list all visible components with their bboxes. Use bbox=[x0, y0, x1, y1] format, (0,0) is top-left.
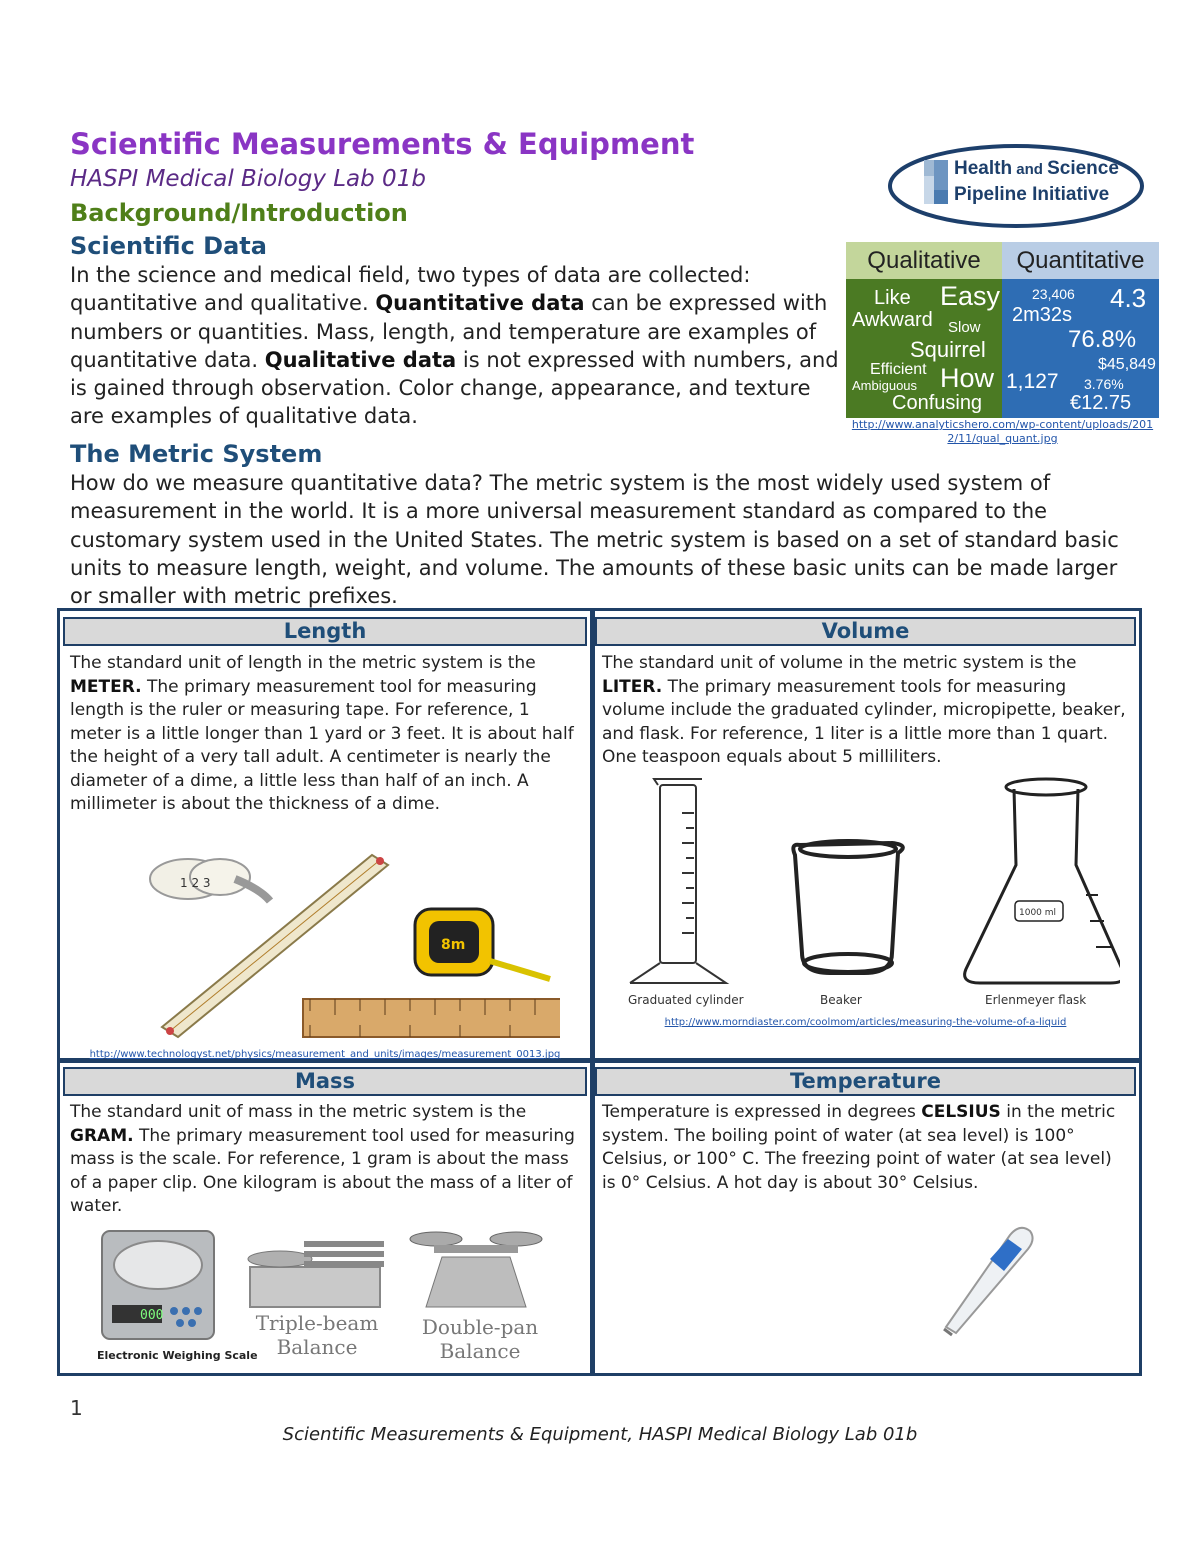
triple-beam-balance-icon bbox=[240, 1233, 390, 1313]
length-source-link[interactable]: http://www.technologyst.net/physics/measurement_and_units/images/measurement_0013.jpg bbox=[89, 1049, 561, 1060]
celsius-term: CELSIUS bbox=[921, 1102, 1001, 1122]
logo-line1a: Health bbox=[954, 158, 1013, 179]
length-text-1: The standard unit of length in the metric system is the bbox=[70, 653, 536, 673]
caption-graduated-cylinder: Graduated cylinder bbox=[628, 993, 744, 1007]
quantitative-term: Quantitative data bbox=[375, 291, 585, 316]
quantitative-values-panel bbox=[1002, 279, 1159, 418]
quant-value: 3.76% bbox=[1084, 376, 1124, 392]
scientific-data-paragraph bbox=[70, 261, 840, 431]
quant-value: 4.3 bbox=[1110, 283, 1147, 313]
metric-system-paragraph: How do we measure quantitative data? The metric system is the most widely used system of measurement in the world. It is a more universal measurement standard as compared to the customary system used in the United States. The metric system is based on a set of standard basic units to measure length, weight, and volume. The amounts of these basic units can be made larger or smaller with metric prefixes. bbox=[70, 471, 1119, 609]
double-pan-line-1: Double-pan bbox=[421, 1315, 539, 1339]
triple-beam-line-2: Balance bbox=[276, 1335, 358, 1359]
double-pan-balance-icon bbox=[406, 1223, 546, 1313]
section-heading: Background/Introduction bbox=[70, 199, 408, 227]
wooden-ruler-icon bbox=[303, 999, 560, 1037]
mass-text-2: The primary measurement tool used for measuring mass is the scale. For reference, 1 gram is about the mass of a paper clip. One kilogram is about the mass of a liter of water. bbox=[70, 1125, 575, 1216]
erlenmeyer-flask-icon bbox=[965, 779, 1120, 983]
qual-quant-source-link[interactable]: http://www.analyticshero.com/wp-content/uploads/2012/11/qual_quant.jpg bbox=[851, 418, 1154, 445]
gram-term: GRAM. bbox=[70, 1125, 134, 1146]
logo-line1b: and bbox=[1012, 161, 1048, 178]
double-pan-line-2: Balance bbox=[439, 1339, 521, 1363]
beaker-icon bbox=[793, 841, 902, 973]
mass-header: Mass bbox=[63, 1067, 587, 1096]
triple-beam-line-1: Triple-beam bbox=[255, 1311, 379, 1335]
svg-text:1 2 3: 1 2 3 bbox=[180, 876, 211, 890]
page-footer: Scientific Measurements & Equipment, HASPI Medical Biology Lab 01b bbox=[282, 1424, 918, 1445]
logo-line2: Pipeline Initiative bbox=[954, 184, 1110, 205]
quant-value: €12.75 bbox=[1070, 392, 1132, 414]
double-pan-label bbox=[410, 1315, 550, 1363]
qualitative-term: Qualitative data bbox=[264, 347, 457, 372]
temperature-text bbox=[602, 1101, 1130, 1195]
length-header: Length bbox=[63, 617, 587, 646]
qual-word: Efficient bbox=[870, 361, 927, 378]
qual-word: Ambiguous bbox=[852, 378, 918, 393]
quant-value: 1,127 bbox=[1006, 370, 1059, 393]
caption-beaker: Beaker bbox=[820, 993, 862, 1007]
qual-word: Squirrel bbox=[910, 337, 986, 362]
measuring-tape-coil-icon bbox=[150, 859, 270, 901]
quant-value: 23,406 bbox=[1032, 286, 1075, 302]
grid-divider bbox=[590, 611, 595, 1373]
quant-value: 76.8% bbox=[1068, 326, 1137, 353]
volume-text-1: The standard unit of volume in the metric system is the bbox=[602, 653, 1077, 673]
volume-text bbox=[602, 652, 1130, 770]
sd-text-2: can be expressed with numbers or quantities. Mass, length, and temperature are examples of quantitative data. bbox=[70, 291, 828, 372]
liter-term: LITER. bbox=[602, 676, 663, 697]
qual-word: Confusing bbox=[892, 392, 983, 414]
temperature-text-2: in the metric system. The boiling point of water (at sea level) is 100° Celsius, or 100° C. The freezing point of water (at sea level) is 0° Celsius. A hot day is about 30° Celsius. bbox=[602, 1102, 1116, 1193]
length-text-2: The primary measurement tool for measuring length is the ruler or measuring tape. For reference, 1 meter is a little longer than 1 yard or 3 feet. It is about half the height of a very tall adult. A centimeter is nearly the diameter of a dime, a little less than half of an inch. A millimeter is about the thickness of a dime. bbox=[70, 676, 574, 814]
quant-value: 2m32s bbox=[1012, 304, 1073, 326]
tape-measure-icon bbox=[415, 909, 550, 979]
qual-word: Easy bbox=[940, 281, 1001, 311]
volume-header: Volume bbox=[595, 617, 1136, 646]
flask-volume-mark: 1000 ml bbox=[1019, 908, 1057, 918]
qual-word: Slow bbox=[948, 319, 981, 336]
quantitative-header: Quantitative bbox=[1002, 242, 1159, 279]
digital-thermometer-icon bbox=[930, 1217, 1040, 1337]
length-tools-illustration bbox=[140, 849, 560, 1044]
metric-system-heading: The Metric System bbox=[70, 440, 323, 468]
tape-size-label: 8m bbox=[441, 937, 466, 953]
length-text bbox=[70, 652, 582, 817]
qual-quant-graphic bbox=[846, 242, 1159, 418]
electronic-scale-icon bbox=[98, 1225, 218, 1345]
lab-subtitle: HASPI Medical Biology Lab 01b bbox=[70, 166, 426, 192]
scale-readout: 000 bbox=[140, 1308, 164, 1323]
sd-text-3: is not expressed with numbers, and is gained through observation. Color change, appearance, and texture are examples of qualitative data. bbox=[70, 347, 839, 429]
meter-term: METER. bbox=[70, 676, 142, 697]
mass-text bbox=[70, 1101, 582, 1219]
page-title: Scientific Measurements & Equipment bbox=[70, 127, 695, 161]
graduated-cylinder-icon bbox=[630, 779, 726, 983]
quant-value: $45,849 bbox=[1098, 356, 1156, 373]
logo-line1c: Science bbox=[1047, 158, 1119, 179]
qual-word: How bbox=[940, 363, 995, 393]
mass-text-1: The standard unit of mass in the metric system is the bbox=[70, 1102, 527, 1122]
qual-word: Like bbox=[874, 287, 911, 309]
scale-caption: Electronic Weighing Scale bbox=[97, 1349, 258, 1362]
qualitative-header: Qualitative bbox=[846, 242, 1002, 279]
volume-tools-illustration bbox=[620, 773, 1120, 988]
volume-source-link[interactable]: http://www.morndiaster.com/coolmom/articles/measuring-the-volume-of-a-liquid bbox=[664, 1017, 1067, 1028]
temperature-header: Temperature bbox=[595, 1067, 1136, 1096]
qual-word: Awkward bbox=[852, 309, 933, 331]
volume-text-2: The primary measurement tools for measuring volume include the graduated cylinder, micropipette, beaker, and flask. For reference, 1 liter is a little more than 1 quart. One teaspoon equals about 5 milliliters. bbox=[602, 676, 1126, 767]
measurement-grid bbox=[57, 608, 1142, 1376]
haspi-logo bbox=[886, 140, 1146, 232]
caption-erlenmeyer-flask: Erlenmeyer flask bbox=[985, 993, 1087, 1007]
temperature-text-1: Temperature is expressed in degrees bbox=[602, 1102, 922, 1122]
scientific-data-heading: Scientific Data bbox=[70, 232, 267, 260]
sd-text-1: In the science and medical field, two types of data are collected: quantitative and qualitative. bbox=[70, 263, 751, 316]
page-number: 1 bbox=[70, 1396, 83, 1420]
triple-beam-label bbox=[252, 1311, 382, 1359]
qualitative-words-panel bbox=[846, 279, 1002, 418]
